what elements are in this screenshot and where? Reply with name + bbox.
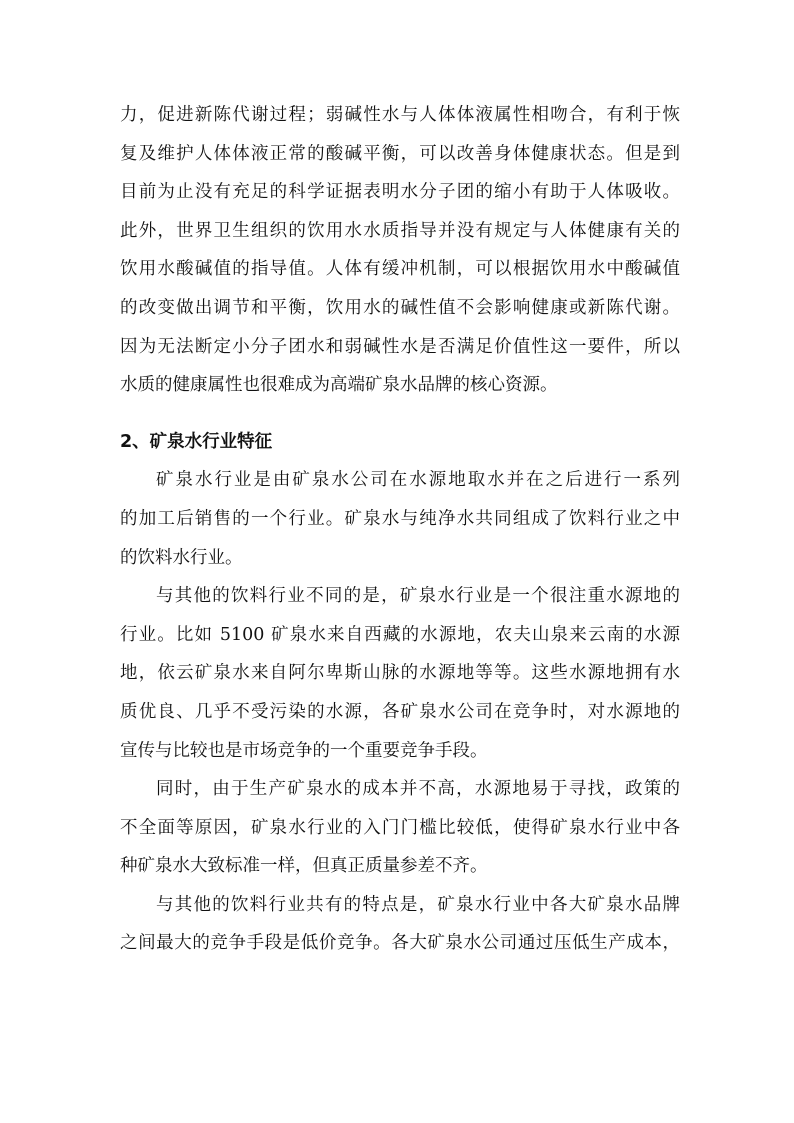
text-line: 与其他的饮料行业不同的是，矿泉水行业是一个很注重水源地的 xyxy=(156,586,680,607)
text-line: 的加工后销售的一个行业。矿泉水与纯净水共同组成了饮料行业之中 xyxy=(120,508,680,529)
text-line: 复及维护人体体液正常的酸碱平衡，可以改善身体健康状态。但是到 xyxy=(120,143,680,164)
text-line: 质优良、几乎不受污染的水源，各矿泉水公司在竞争时，对水源地的 xyxy=(120,701,680,722)
text-line: 地，依云矿泉水来自阿尔卑斯山脉的水源地等等。这些水源地拥有水 xyxy=(120,663,680,684)
text-line: 水质的健康属性也很难成为高端矿泉水品牌的核心资源。 xyxy=(120,375,558,396)
paragraph-water-source xyxy=(120,577,680,770)
text-line: 行业。比如 5100 矿泉水来自西藏的水源地，农夫山泉来云南的水源 xyxy=(120,624,680,645)
document-body xyxy=(120,96,680,963)
paragraph-industry-definition xyxy=(120,461,680,577)
section-heading: 2、矿泉水行业特征 xyxy=(120,431,273,452)
text-line: 之间最大的竞争手段是低价竞争。各大矿泉水公司通过压低生产成本， xyxy=(120,933,680,954)
text-line: 矿泉水行业是由矿泉水公司在水源地取水并在之后进行一系列 xyxy=(156,470,680,491)
text-line: 饮用水酸碱值的指导值。人体有缓冲机制，可以根据饮用水中酸碱值 xyxy=(120,259,680,280)
text-line: 种矿泉水大致标准一样，但真正质量参差不齐。 xyxy=(120,856,488,877)
text-line: 与其他的饮料行业共有的特点是，矿泉水行业中各大矿泉水品牌 xyxy=(156,894,680,915)
text-line: 的饮料水行业。 xyxy=(120,547,243,568)
paragraph-price-competition xyxy=(120,886,680,963)
text-line: 目前为止没有充足的科学证据表明水分子团的缩小有助于人体吸收。 xyxy=(120,182,680,203)
paragraph-health-attributes xyxy=(120,96,680,405)
section-spacer xyxy=(120,405,680,423)
text-line: 不全面等原因，矿泉水行业的入门门槛比较低，使得矿泉水行业中各 xyxy=(120,817,680,838)
paragraph-low-barrier xyxy=(120,770,680,886)
text-line: 力，促进新陈代谢过程；弱碱性水与人体体液属性相吻合，有利于恢 xyxy=(120,105,680,125)
text-line: 的改变做出调节和平衡，饮用水的碱性值不会影响健康或新陈代谢。 xyxy=(120,297,680,318)
text-line: 此外，世界卫生组织的饮用水水质指导并没有规定与人体健康有关的 xyxy=(120,220,680,241)
text-line: 宣传与比较也是市场竞争的一个重要竞争手段。 xyxy=(120,740,488,761)
text-line: 同时，由于生产矿泉水的成本并不高，水源地易于寻找，政策的 xyxy=(156,779,680,800)
text-line: 因为无法断定小分子团水和弱碱性水是否满足价值性这一要件，所以 xyxy=(120,336,680,357)
